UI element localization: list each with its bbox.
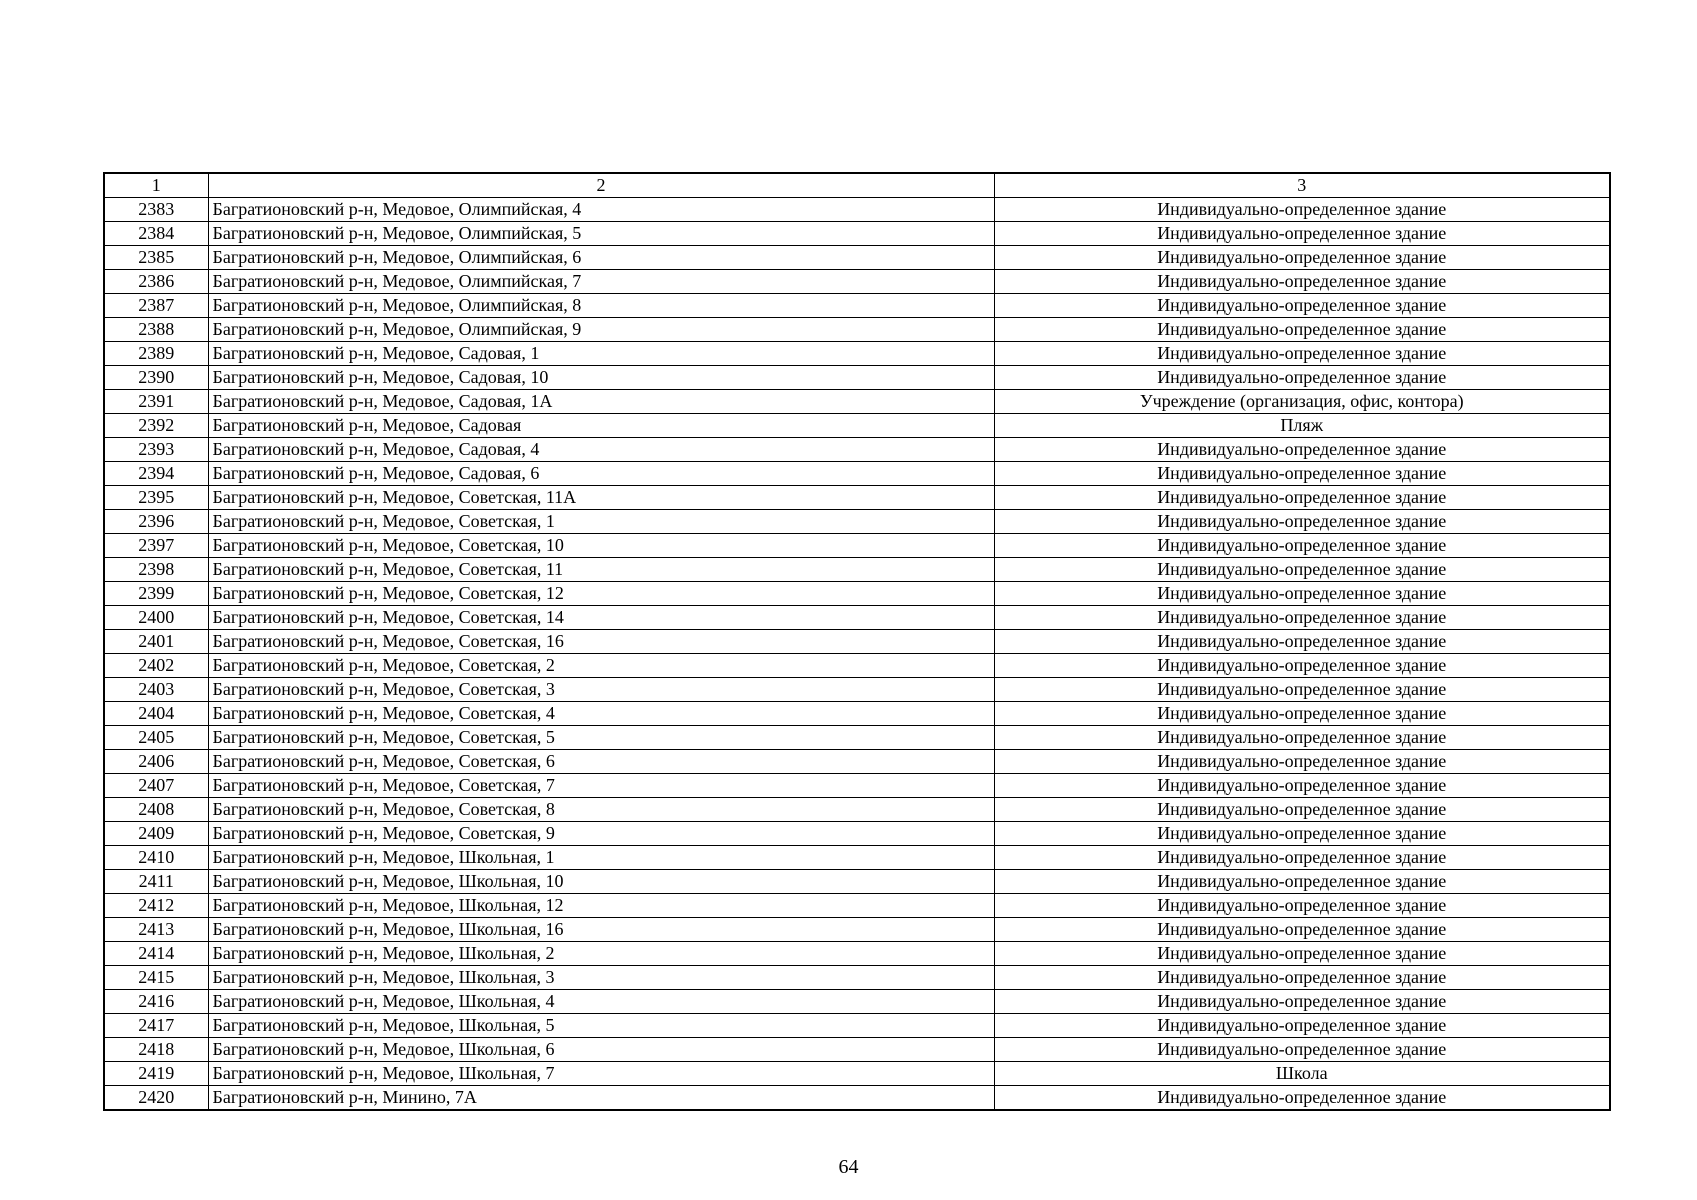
row-object-type: Индивидуально-определенное здание xyxy=(994,726,1610,750)
row-number: 2413 xyxy=(104,918,208,942)
table-row xyxy=(104,198,1610,222)
row-object-type: Индивидуально-определенное здание xyxy=(994,822,1610,846)
row-number: 2405 xyxy=(104,726,208,750)
table-row xyxy=(104,1062,1610,1086)
row-address: Багратионовский р-н, Медовое, Олимпийская, 7 xyxy=(208,270,994,294)
row-object-type: Школа xyxy=(994,1062,1610,1086)
row-object-type: Индивидуально-определенное здание xyxy=(994,966,1610,990)
row-number: 2394 xyxy=(104,462,208,486)
table-row xyxy=(104,750,1610,774)
row-number: 2420 xyxy=(104,1086,208,1111)
row-number: 2414 xyxy=(104,942,208,966)
row-object-type: Индивидуально-определенное здание xyxy=(994,270,1610,294)
row-address: Багратионовский р-н, Медовое, Олимпийская, 5 xyxy=(208,222,994,246)
row-number: 2412 xyxy=(104,894,208,918)
row-address: Багратионовский р-н, Медовое, Садовая, 10 xyxy=(208,366,994,390)
row-object-type: Индивидуально-определенное здание xyxy=(994,534,1610,558)
table-row xyxy=(104,702,1610,726)
column-header-number: 1 xyxy=(104,173,208,198)
row-address: Багратионовский р-н, Медовое, Советская, 10 xyxy=(208,534,994,558)
row-number: 2393 xyxy=(104,438,208,462)
row-address: Багратионовский р-н, Медовое, Садовая, 1 xyxy=(208,342,994,366)
row-number: 2400 xyxy=(104,606,208,630)
row-number: 2391 xyxy=(104,390,208,414)
row-number: 2396 xyxy=(104,510,208,534)
row-object-type: Индивидуально-определенное здание xyxy=(994,318,1610,342)
row-address: Багратионовский р-н, Медовое, Советская, 12 xyxy=(208,582,994,606)
table-row xyxy=(104,630,1610,654)
row-address: Багратионовский р-н, Медовое, Советская, 11 xyxy=(208,558,994,582)
row-address: Багратионовский р-н, Медовое, Школьная, 2 xyxy=(208,942,994,966)
row-address: Багратионовский р-н, Медовое, Школьная, 16 xyxy=(208,918,994,942)
row-address: Багратионовский р-н, Медовое, Советская, 16 xyxy=(208,630,994,654)
registry-table xyxy=(103,172,1611,1111)
row-number: 2385 xyxy=(104,246,208,270)
table-row xyxy=(104,222,1610,246)
row-number: 2410 xyxy=(104,846,208,870)
row-object-type: Учреждение (организация, офис, контора) xyxy=(994,390,1610,414)
row-object-type: Индивидуально-определенное здание xyxy=(994,918,1610,942)
table-row xyxy=(104,414,1610,438)
row-object-type: Индивидуально-определенное здание xyxy=(994,654,1610,678)
row-address: Багратионовский р-н, Медовое, Советская, 7 xyxy=(208,774,994,798)
table-row xyxy=(104,846,1610,870)
row-object-type: Индивидуально-определенное здание xyxy=(994,462,1610,486)
row-address: Багратионовский р-н, Медовое, Школьная, 4 xyxy=(208,990,994,1014)
column-header-address: 2 xyxy=(208,173,994,198)
row-address: Багратионовский р-н, Медовое, Школьная, 6 xyxy=(208,1038,994,1062)
row-address: Багратионовский р-н, Медовое, Садовая xyxy=(208,414,994,438)
row-object-type: Индивидуально-определенное здание xyxy=(994,990,1610,1014)
row-number: 2408 xyxy=(104,798,208,822)
table-row xyxy=(104,774,1610,798)
row-object-type: Индивидуально-определенное здание xyxy=(994,942,1610,966)
row-object-type: Пляж xyxy=(994,414,1610,438)
row-number: 2397 xyxy=(104,534,208,558)
row-address: Багратионовский р-н, Медовое, Советская, 9 xyxy=(208,822,994,846)
table-row xyxy=(104,462,1610,486)
row-object-type: Индивидуально-определенное здание xyxy=(994,678,1610,702)
row-object-type: Индивидуально-определенное здание xyxy=(994,750,1610,774)
table-row xyxy=(104,558,1610,582)
row-object-type: Индивидуально-определенное здание xyxy=(994,366,1610,390)
table-row xyxy=(104,438,1610,462)
table-row xyxy=(104,1014,1610,1038)
table-row xyxy=(104,1086,1610,1111)
column-header-type: 3 xyxy=(994,173,1610,198)
table-row xyxy=(104,270,1610,294)
row-number: 2417 xyxy=(104,1014,208,1038)
row-number: 2386 xyxy=(104,270,208,294)
row-number: 2418 xyxy=(104,1038,208,1062)
row-number: 2403 xyxy=(104,678,208,702)
table-row xyxy=(104,726,1610,750)
row-object-type: Индивидуально-определенное здание xyxy=(994,774,1610,798)
table-body xyxy=(104,198,1610,1111)
row-object-type: Индивидуально-определенное здание xyxy=(994,486,1610,510)
row-object-type: Индивидуально-определенное здание xyxy=(994,558,1610,582)
row-number: 2392 xyxy=(104,414,208,438)
row-number: 2409 xyxy=(104,822,208,846)
row-number: 2419 xyxy=(104,1062,208,1086)
row-object-type: Индивидуально-определенное здание xyxy=(994,894,1610,918)
table-row xyxy=(104,966,1610,990)
table-row xyxy=(104,990,1610,1014)
row-object-type: Индивидуально-определенное здание xyxy=(994,630,1610,654)
row-object-type: Индивидуально-определенное здание xyxy=(994,294,1610,318)
row-object-type: Индивидуально-определенное здание xyxy=(994,846,1610,870)
row-number: 2383 xyxy=(104,198,208,222)
row-object-type: Индивидуально-определенное здание xyxy=(994,1014,1610,1038)
table-row xyxy=(104,294,1610,318)
row-address: Багратионовский р-н, Медовое, Советская, 6 xyxy=(208,750,994,774)
table-row xyxy=(104,246,1610,270)
header-row xyxy=(104,173,1610,198)
row-number: 2395 xyxy=(104,486,208,510)
row-number: 2404 xyxy=(104,702,208,726)
table-row xyxy=(104,534,1610,558)
row-address: Багратионовский р-н, Медовое, Советская, 11А xyxy=(208,486,994,510)
row-number: 2402 xyxy=(104,654,208,678)
row-address: Багратионовский р-н, Медовое, Садовая, 6 xyxy=(208,462,994,486)
row-address: Багратионовский р-н, Медовое, Садовая, 1А xyxy=(208,390,994,414)
row-address: Багратионовский р-н, Медовое, Советская, 5 xyxy=(208,726,994,750)
table-row xyxy=(104,390,1610,414)
table-row xyxy=(104,798,1610,822)
row-number: 2411 xyxy=(104,870,208,894)
table-row xyxy=(104,870,1610,894)
row-object-type: Индивидуально-определенное здание xyxy=(994,1086,1610,1111)
table-row xyxy=(104,822,1610,846)
table-row xyxy=(104,486,1610,510)
table-row xyxy=(104,918,1610,942)
row-address: Багратионовский р-н, Медовое, Советская, 4 xyxy=(208,702,994,726)
table-row xyxy=(104,582,1610,606)
row-object-type: Индивидуально-определенное здание xyxy=(994,222,1610,246)
table-row xyxy=(104,654,1610,678)
table-row xyxy=(104,318,1610,342)
row-address: Багратионовский р-н, Медовое, Школьная, 5 xyxy=(208,1014,994,1038)
row-address: Багратионовский р-н, Медовое, Школьная, 1 xyxy=(208,846,994,870)
row-address: Багратионовский р-н, Медовое, Олимпийская, 6 xyxy=(208,246,994,270)
row-number: 2390 xyxy=(104,366,208,390)
row-address: Багратионовский р-н, Медовое, Советская, 14 xyxy=(208,606,994,630)
row-object-type: Индивидуально-определенное здание xyxy=(994,870,1610,894)
row-object-type: Индивидуально-определенное здание xyxy=(994,342,1610,366)
row-number: 2388 xyxy=(104,318,208,342)
row-address: Багратионовский р-н, Медовое, Советская, 2 xyxy=(208,654,994,678)
page-number: 64 xyxy=(838,1156,859,1178)
row-object-type: Индивидуально-определенное здание xyxy=(994,798,1610,822)
table-row xyxy=(104,366,1610,390)
table-row xyxy=(104,894,1610,918)
row-object-type: Индивидуально-определенное здание xyxy=(994,1038,1610,1062)
row-number: 2407 xyxy=(104,774,208,798)
row-address: Багратионовский р-н, Минино, 7А xyxy=(208,1086,994,1111)
row-number: 2398 xyxy=(104,558,208,582)
row-address: Багратионовский р-н, Медовое, Садовая, 4 xyxy=(208,438,994,462)
row-address: Багратионовский р-н, Медовое, Школьная, 12 xyxy=(208,894,994,918)
row-address: Багратионовский р-н, Медовое, Советская, 8 xyxy=(208,798,994,822)
row-address: Багратионовский р-н, Медовое, Советская, 1 xyxy=(208,510,994,534)
row-address: Багратионовский р-н, Медовое, Школьная, 10 xyxy=(208,870,994,894)
row-object-type: Индивидуально-определенное здание xyxy=(994,246,1610,270)
row-object-type: Индивидуально-определенное здание xyxy=(994,582,1610,606)
table-row xyxy=(104,942,1610,966)
row-number: 2389 xyxy=(104,342,208,366)
table-row xyxy=(104,1038,1610,1062)
row-number: 2399 xyxy=(104,582,208,606)
table-row xyxy=(104,342,1610,366)
table-row xyxy=(104,510,1610,534)
row-address: Багратионовский р-н, Медовое, Олимпийская, 4 xyxy=(208,198,994,222)
row-address: Багратионовский р-н, Медовое, Школьная, 3 xyxy=(208,966,994,990)
row-object-type: Индивидуально-определенное здание xyxy=(994,438,1610,462)
row-object-type: Индивидуально-определенное здание xyxy=(994,606,1610,630)
row-number: 2416 xyxy=(104,990,208,1014)
row-address: Багратионовский р-н, Медовое, Советская, 3 xyxy=(208,678,994,702)
row-number: 2384 xyxy=(104,222,208,246)
row-number: 2401 xyxy=(104,630,208,654)
row-number: 2406 xyxy=(104,750,208,774)
table-row xyxy=(104,678,1610,702)
row-address: Багратионовский р-н, Медовое, Олимпийская, 8 xyxy=(208,294,994,318)
row-address: Багратионовский р-н, Медовое, Школьная, 7 xyxy=(208,1062,994,1086)
table-row xyxy=(104,606,1610,630)
row-object-type: Индивидуально-определенное здание xyxy=(994,510,1610,534)
row-object-type: Индивидуально-определенное здание xyxy=(994,198,1610,222)
row-address: Багратионовский р-н, Медовое, Олимпийская, 9 xyxy=(208,318,994,342)
row-object-type: Индивидуально-определенное здание xyxy=(994,702,1610,726)
row-number: 2387 xyxy=(104,294,208,318)
row-number: 2415 xyxy=(104,966,208,990)
